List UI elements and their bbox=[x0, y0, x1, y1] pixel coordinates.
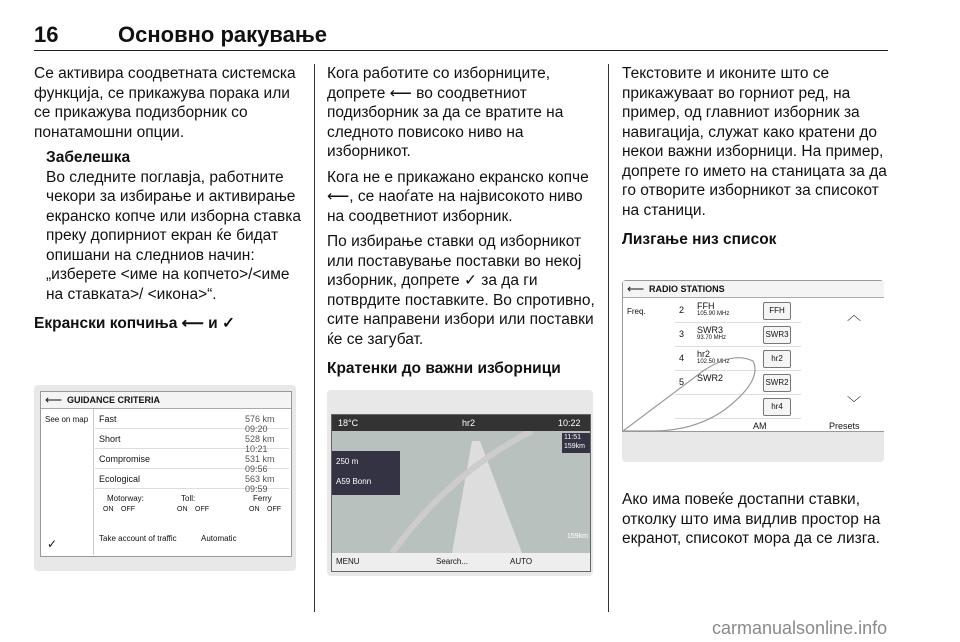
route-option-label: Compromise bbox=[99, 454, 151, 464]
motorway-off: OFF bbox=[121, 506, 135, 513]
preset-pill: hr4 bbox=[763, 398, 791, 416]
route-option-label: Ecological bbox=[99, 474, 141, 484]
temperature-label: 18°C bbox=[338, 418, 359, 428]
section-heading: Кратенки до важни изборници bbox=[327, 360, 561, 377]
back-arrow-icon: ⟵ bbox=[45, 393, 63, 407]
am-button: AM bbox=[753, 421, 767, 431]
freq-label: Freq. bbox=[627, 307, 646, 316]
preset-pill: SWR3 bbox=[763, 326, 791, 344]
paragraph: Кога не е прикажано екранско копче ⟵, се наоѓате на највисокото ниво на соодветниот изборник. bbox=[327, 168, 589, 225]
section-heading: Екрански копчиња ⟵ и ✓ bbox=[34, 315, 235, 332]
station-number: 3 bbox=[679, 329, 685, 339]
paragraph: По избирање ставки од изборникот или поставување поставки во некој изборник, допрете ✓ за да ги потврдите поставките. Во спротивно, сите направени избори или поставки ќе се загубат. bbox=[327, 233, 595, 348]
route-info: 563 km 09:59 bbox=[245, 474, 275, 494]
note-title: Забелешка bbox=[46, 149, 131, 166]
paragraph: Кога работите со изборниците, допрете ⟵ во соодветниот подизборник за да се вратите на следното повисоко ниво на изборникот. bbox=[327, 65, 564, 160]
page-title: Основно ракување bbox=[118, 22, 327, 47]
guidance-criteria-screenshot bbox=[34, 385, 296, 571]
station-frequency: 102.50 MHz bbox=[697, 359, 730, 365]
route-info: 531 km 09:56 bbox=[245, 454, 275, 474]
column-3 bbox=[622, 64, 892, 260]
note-box bbox=[46, 148, 304, 304]
remaining-distance-bottom: 159km bbox=[566, 533, 588, 540]
navigation-screenshot bbox=[327, 390, 593, 576]
column-1 bbox=[34, 64, 304, 344]
search-field: Search... bbox=[436, 557, 469, 566]
toll-off: OFF bbox=[195, 506, 209, 513]
column-2 bbox=[327, 64, 599, 389]
radio-stations-screenshot bbox=[622, 280, 884, 462]
preset-pill: hr2 bbox=[763, 350, 791, 368]
station-number: 2 bbox=[679, 305, 685, 315]
station-number: 5 bbox=[679, 377, 685, 387]
presets-button: Presets bbox=[829, 421, 860, 431]
traffic-label: Take account of traffic bbox=[99, 534, 177, 543]
motorway-label: Motorway: bbox=[107, 494, 144, 503]
route-info: 576 km 09:20 bbox=[245, 414, 275, 434]
paragraph: Се активира соодветната системска функција, се прикажува порака или се прикажува подизборник со понатамошни опции. bbox=[34, 65, 296, 141]
route-option-label: Short bbox=[99, 434, 121, 444]
motorway-on: ON bbox=[103, 506, 114, 513]
column-divider bbox=[608, 64, 609, 612]
toll-on: ON bbox=[177, 506, 188, 513]
chevron-down-icon: ﹀ bbox=[847, 395, 861, 411]
paragraph: Ако има повеќе достапни ставки, отколку што има видлив простор на екранот, списокот мора да се лизга. bbox=[622, 491, 881, 547]
watermark: carmanualsonline.info bbox=[712, 618, 888, 638]
station-frequency: 93.70 MHz bbox=[697, 335, 727, 341]
station-name: SWR2 bbox=[697, 373, 724, 383]
traffic-automatic: Automatic bbox=[201, 534, 237, 543]
preset-pill: FFH bbox=[763, 302, 791, 320]
finger-swipe-illustration bbox=[623, 341, 773, 431]
menu-button: MENU bbox=[336, 557, 360, 566]
column-3-bottom bbox=[622, 490, 892, 555]
section-heading: Лизгање низ список bbox=[622, 231, 777, 248]
route-option-label: Fast bbox=[99, 414, 117, 424]
station-name: SWR3 bbox=[697, 325, 724, 335]
ferry-label: Ferry bbox=[253, 494, 272, 503]
see-on-map-label: See on map bbox=[45, 415, 89, 424]
checkmark-icon: ✓ bbox=[47, 537, 58, 551]
station-name: hr2 bbox=[697, 349, 711, 359]
station-name: FFH bbox=[697, 301, 715, 311]
street-label: A59 Bonn bbox=[336, 477, 372, 486]
clock-label: 10:22 bbox=[558, 418, 581, 428]
guidance-title: GUIDANCE CRITERIA bbox=[67, 395, 161, 405]
station-label: hr2 bbox=[462, 418, 476, 428]
preset-pill: SWR2 bbox=[763, 374, 791, 392]
ferry-off: OFF bbox=[267, 506, 281, 513]
page-header bbox=[34, 22, 888, 51]
page-number: 16 bbox=[34, 22, 59, 47]
paragraph: Текстовите и иконите што се прикажуваат во горниот ред, на пример, од главниот изборник за навигација, служат како кратени до некои важни изборници. На пример, допрете го името на станицата за да го отворите изборникот за списокот на станици. bbox=[622, 65, 887, 219]
station-frequency: 105.90 MHz bbox=[697, 311, 730, 317]
ferry-on: ON bbox=[249, 506, 260, 513]
route-info: 528 km 10:21 bbox=[245, 434, 275, 454]
radio-title: RADIO STATIONS bbox=[649, 284, 725, 294]
chevron-up-icon: ︿ bbox=[847, 307, 861, 323]
auto-label: AUTO bbox=[510, 557, 533, 566]
toll-label: Toll: bbox=[181, 494, 196, 503]
back-arrow-icon: ⟵ bbox=[627, 282, 645, 296]
remaining-distance: 159km bbox=[564, 443, 586, 450]
column-divider bbox=[314, 64, 315, 612]
station-number: 4 bbox=[679, 353, 685, 363]
eta-label: 11:51 bbox=[564, 434, 581, 441]
note-text: Во следните поглавја, работните чекори за избирање и активирање екранско копче или изборна ставка преку допирниот екран ќе бидат опишани на следниов начин: „изберете <име на копчето>/<име на ставката>/ <икона>“. bbox=[46, 168, 301, 303]
turn-distance: 250 m bbox=[336, 457, 359, 466]
